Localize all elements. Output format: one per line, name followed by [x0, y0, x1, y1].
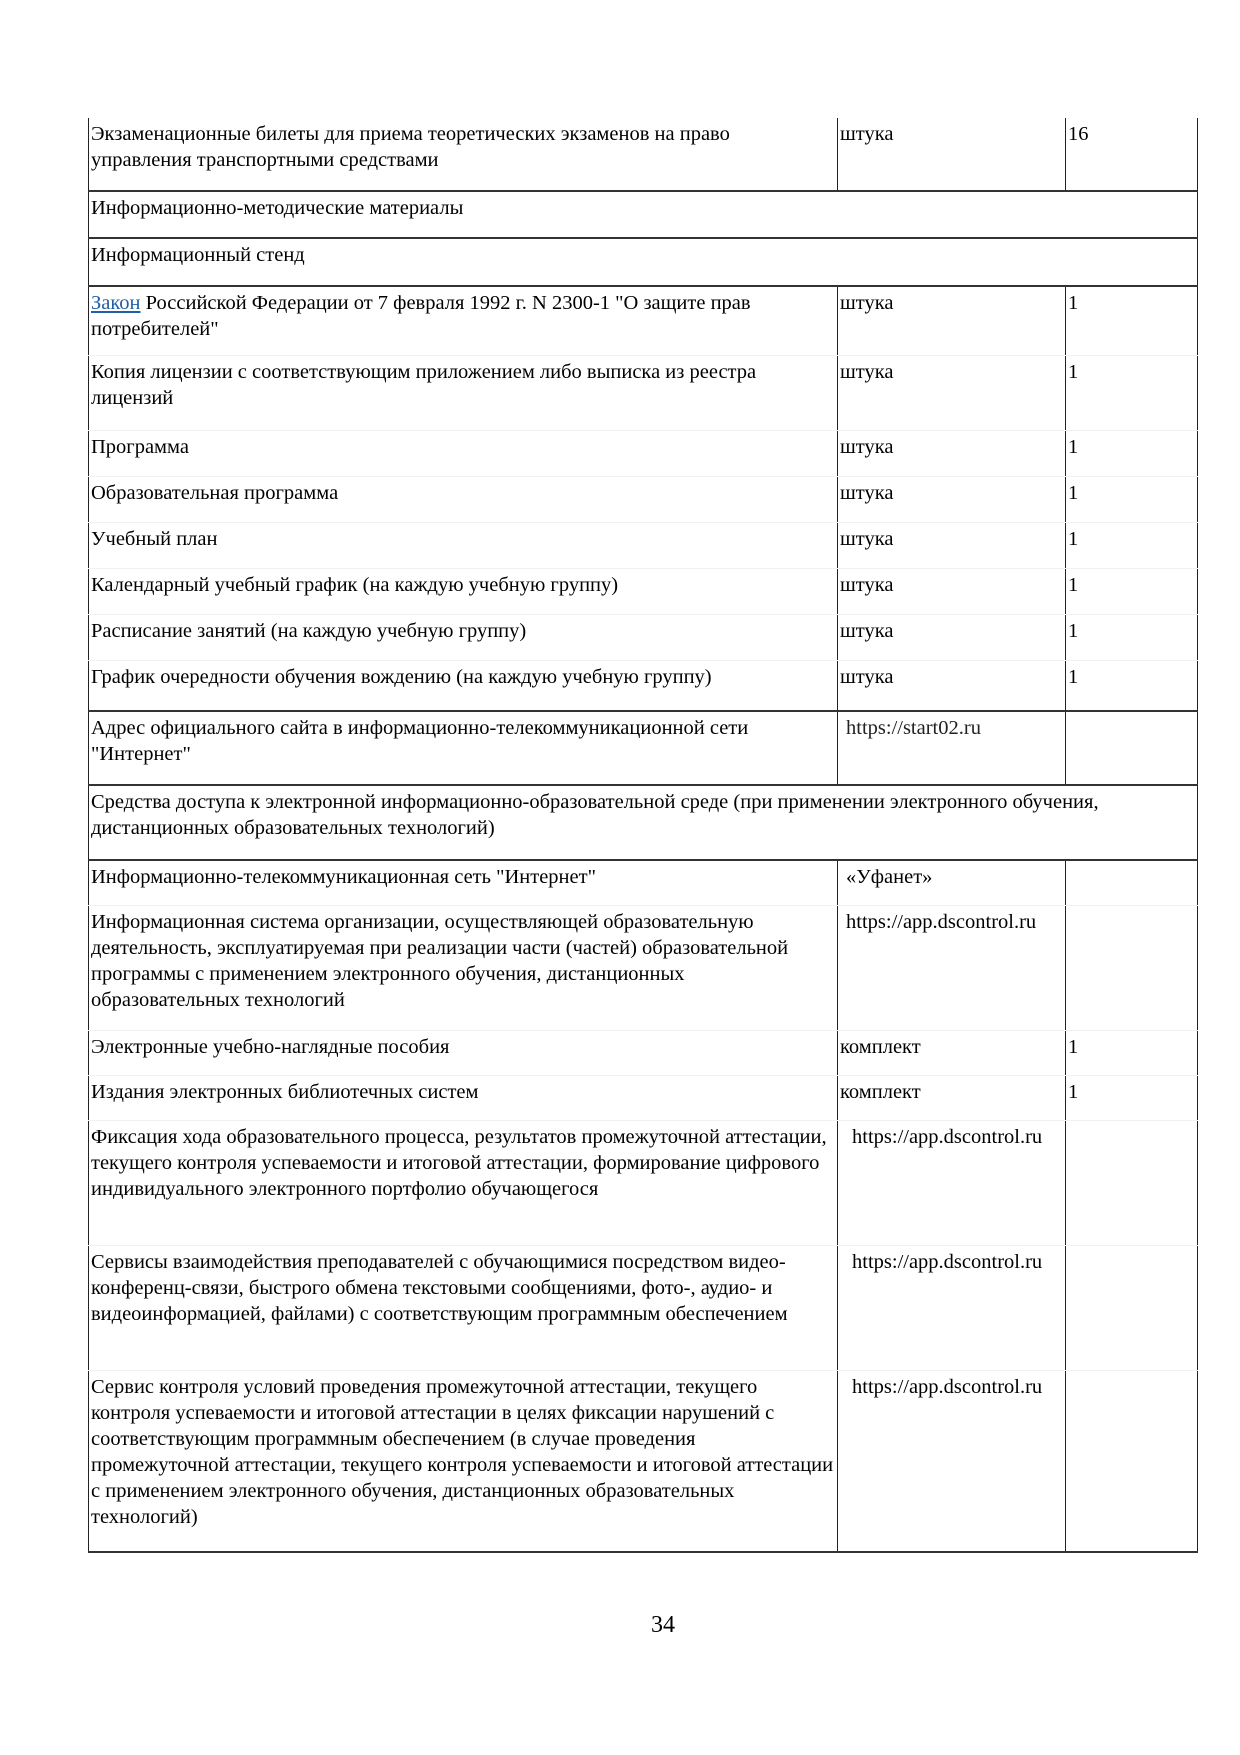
item-name: Фиксация хода образовательного процесса, результатов промежуточной аттестации, текущего контроля успеваемости и итоговой аттестации, формирование цифрового индивидуального электронного портфолио обучающегося: [89, 1120, 838, 1245]
item-value: «Уфанет»: [838, 860, 1066, 905]
table-row: [89, 286, 1198, 355]
equipment-table: [88, 118, 1198, 1553]
table-row: [89, 711, 1198, 785]
item-qty: 1: [1066, 355, 1198, 430]
item-name: Образовательная программа: [89, 476, 838, 522]
table-row: [89, 1370, 1198, 1552]
item-qty: [1066, 1245, 1198, 1370]
item-qty: 1: [1066, 614, 1198, 660]
item-name: [89, 286, 838, 355]
table-row: [89, 522, 1198, 568]
item-name: Экзаменационные билеты для приема теоретических экзаменов на право управления транспортными средствами: [89, 118, 838, 191]
item-name: Адрес официального сайта в информационно-телекоммуникационной сети "Интернет": [89, 711, 838, 785]
item-name: Сервисы взаимодействия преподавателей с обучающимися посредством видео-конференц-связи, быстрого обмена текстовыми сообщениями, фото-, аудио- и видеоинформацией, файлами) с соответствующим программным обеспечением: [89, 1245, 838, 1370]
item-value: комплект: [838, 1030, 1066, 1075]
item-value: https://app.dscontrol.ru: [838, 905, 1066, 1030]
section-row: [89, 785, 1198, 860]
item-qty: [1066, 1120, 1198, 1245]
item-unit: штука: [838, 476, 1066, 522]
table-row: [89, 568, 1198, 614]
item-name: Информационно-телекоммуникационная сеть "Интернет": [89, 860, 838, 905]
item-unit: штука: [838, 118, 1066, 191]
section-title-eios: Средства доступа к электронной информационно-образовательной среде (при применении электронного обучения, дистанционных образовательных технологий): [89, 785, 1198, 860]
item-qty: 1: [1066, 1030, 1198, 1075]
item-qty: 1: [1066, 476, 1198, 522]
law-link[interactable]: Закон: [91, 292, 141, 314]
item-qty: 1: [1066, 430, 1198, 476]
item-qty: 1: [1066, 1075, 1198, 1120]
item-unit: штука: [838, 522, 1066, 568]
item-name: Информационная система организации, осуществляющей образовательную деятельность, эксплуатируемая при реализации части (частей) образовательной программы с применением электронного обучения, дистанционных образовательных технологий: [89, 905, 838, 1030]
section-title-stand: Информационный стенд: [89, 238, 1198, 286]
item-value: https://app.dscontrol.ru: [838, 1245, 1066, 1370]
item-qty: [1066, 1370, 1198, 1552]
item-qty: [1066, 860, 1198, 905]
table-row: [89, 614, 1198, 660]
section-row: [89, 238, 1198, 286]
item-qty: [1066, 711, 1198, 785]
table-row: [89, 1245, 1198, 1370]
item-unit: штука: [838, 568, 1066, 614]
item-unit: штука: [838, 430, 1066, 476]
item-name: Копия лицензии с соответствующим приложением либо выписка из реестра лицензий: [89, 355, 838, 430]
item-qty: 1: [1066, 522, 1198, 568]
table-row: [89, 430, 1198, 476]
table-row: [89, 476, 1198, 522]
table-row: [89, 660, 1198, 711]
item-name: Сервис контроля условий проведения промежуточной аттестации, текущего контроля успеваемости и итоговой аттестации в целях фиксации нарушений с соответствующим программным обеспечением (в случае проведения промежуточной аттестации, текущего контроля успеваемости и итоговой аттестации с применением электронного обучения, дистанционных образовательных технологий): [89, 1370, 838, 1552]
item-name: График очередности обучения вождению (на каждую учебную группу): [89, 660, 838, 711]
item-name: Издания электронных библиотечных систем: [89, 1075, 838, 1120]
item-unit: штука: [838, 660, 1066, 711]
section-row: [89, 191, 1198, 238]
item-unit: штука: [838, 286, 1066, 355]
table-row: [89, 355, 1198, 430]
item-qty: 1: [1066, 286, 1198, 355]
item-qty: 1: [1066, 660, 1198, 711]
page-number: 34: [651, 1612, 675, 1638]
item-name: Учебный план: [89, 522, 838, 568]
item-value: https://app.dscontrol.ru: [838, 1120, 1066, 1245]
table-row: [89, 1120, 1198, 1245]
table-row: [89, 860, 1198, 905]
table-row: [89, 905, 1198, 1030]
item-unit: штука: [838, 355, 1066, 430]
item-value: https://app.dscontrol.ru: [838, 1370, 1066, 1552]
item-name: Электронные учебно-наглядные пособия: [89, 1030, 838, 1075]
section-title-methodical: Информационно-методические материалы: [89, 191, 1198, 238]
item-name: Программа: [89, 430, 838, 476]
item-name: Расписание занятий (на каждую учебную группу): [89, 614, 838, 660]
site-url: https://start02.ru: [838, 711, 1066, 785]
item-name: Календарный учебный график (на каждую учебную группу): [89, 568, 838, 614]
item-name-text: Российской Федерации от 7 февраля 1992 г. N 2300-1 "О защите прав потребителей": [91, 292, 751, 340]
item-qty: 16: [1066, 118, 1198, 191]
table-row: [89, 118, 1198, 191]
item-qty: 1: [1066, 568, 1198, 614]
table-row: [89, 1075, 1198, 1120]
item-unit: штука: [838, 614, 1066, 660]
table-row: [89, 1030, 1198, 1075]
item-qty: [1066, 905, 1198, 1030]
item-value: комплект: [838, 1075, 1066, 1120]
